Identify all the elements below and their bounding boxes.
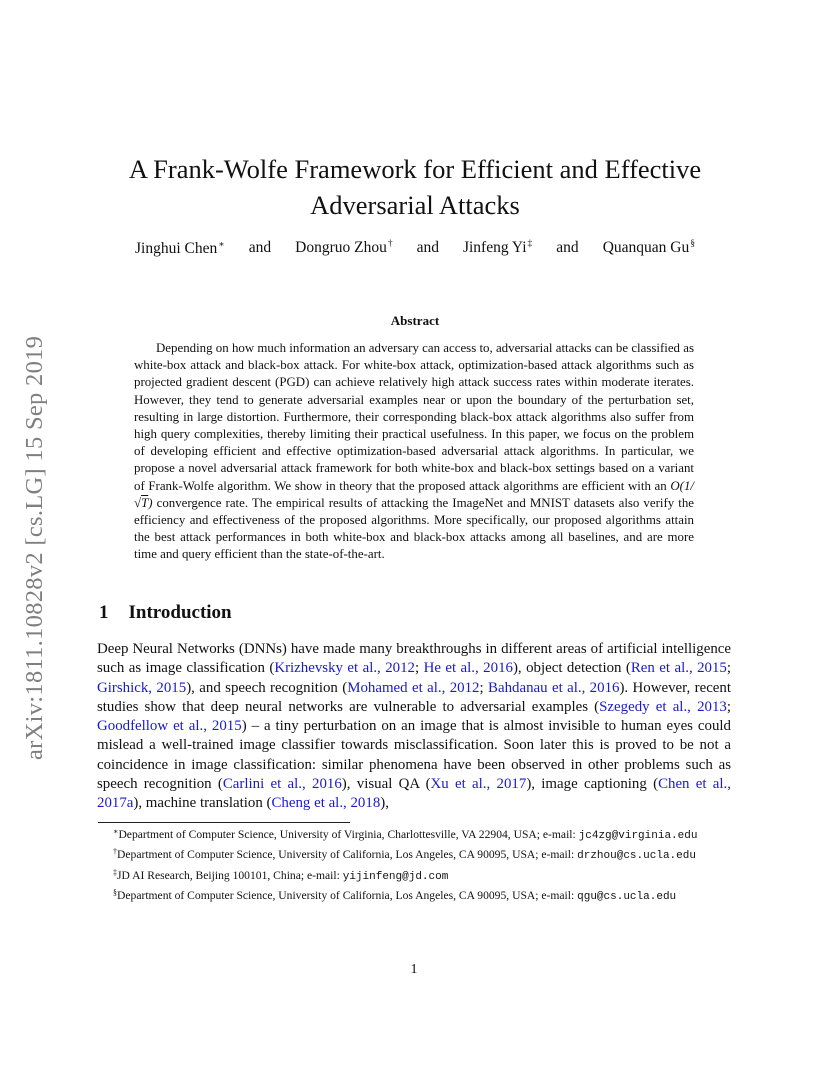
title-line-1: A Frank-Wolfe Framework for Efficient and Effective [128,154,702,184]
citation-link[interactable]: Ren et al., 2015 [630,660,727,677]
author-separator: and [416,239,439,256]
email-link[interactable]: drzhou@cs.ucla.edu [577,850,696,863]
section-title: Introduction [128,602,232,623]
title-line-2: Adversarial Attacks [310,190,520,220]
citation-link[interactable]: Mohamed et al., 2012 [347,679,480,696]
intro-paragraph: Deep Neural Networks (DNNs) have made many breakthroughs in different areas of artificial intelligence such as image classification (Krizhevsky et al., 2012; He et al., 2016), object detection (Ren et al., 2015; Girshick, 2015), and speech recognition (Mohamed et al., 2012; Bahdanau et al., 2016). However, recent studies show that deep neural networks are vulnerable to adversarial examples (Szegedy et al., 2013; Goodfellow et al., 2015) – a tiny perturbation on an image that is almost invisible to human eyes could mislead a well-trained image classifier towards misclassification. Soon later this is proved to be not a coincidence in image classification: similar phenomena have been observed in other problems such as speech recognition (Carlini et al., 2016), visual QA (Xu et al., 2017), image captioning (Chen et al., 2017a), machine translation (Cheng et al., 2018), [97,641,732,812]
footnotes [97,824,731,905]
citation-link[interactable]: Goodfellow et al., 2015 [97,718,242,735]
author: Jinghui Chen∗ [135,240,225,257]
citation-link[interactable]: He et al., 2016 [423,660,513,677]
abstract-body: Depending on how much information an adversary can access to, adversarial attacks can be classified as white-box attack and black-box attack. For white-box attack, optimization-based attack algorithms such as projected gradient descent (PGD) can achieve relatively high attack success rates within moderate iterates. However, they tend to generate adversarial examples near or upon the boundary of the perturbation set, resulting in large distortion. Furthermore, their corresponding black-box attack algorithms also suffer from high query complexities, thereby limiting their practical usefulness. In this paper, we focus on the problem of developing efficient and effective optimization-based adversarial attack algorithms. In particular, we propose a novel adversarial attack framework for both white-box and black-box settings based on a variant of Frank-Wolfe algorithm. We show in theory that the proposed attack algorithms are efficient with an O(1/√T) convergence rate. The empirical results of attacking the ImageNet and MNIST datasets also verify the efficiency and effectiveness of the proposed algorithms. More specifically, our proposed algorithms attain the best attack performances in both white-box and black-box attacks among all baselines, and are more time and query efficient than the state-of-the-art. [134,341,694,562]
footnote: §Department of Computer Science, University of California, Los Angeles, CA 90095, USA; e-mail: qgu@cs.ucla.edu [113,887,677,903]
arxiv-stamp: arXiv:1811.10828v2 [cs.LG] 15 Sep 2019 [21,335,48,760]
footnote: ∗Department of Computer Science, University of Virginia, Charlottesville, VA 22904, USA; e-mail: jc4zg@virginia.edu [113,827,698,842]
email-link[interactable]: qgu@cs.ucla.edu [577,890,677,903]
citation-link[interactable]: Xu et al., 2017 [430,776,527,793]
author-list [100,239,730,258]
email-link[interactable]: yijinfeng@jd.com [342,870,449,883]
math-complexity: O(1/√T) [134,478,694,510]
citation-link[interactable]: Girshick, 2015 [97,679,187,696]
citation-link[interactable]: Chen et al., 2017a [97,776,731,812]
footnote-rule [98,822,350,823]
author: Quanquan Gu§ [602,239,695,256]
author: Jinfeng Yi‡ [462,239,533,256]
section-number: 1 [99,602,109,623]
citation-link[interactable]: Cheng et al., 2018 [271,795,381,812]
author-separator: and [248,239,272,256]
paper-title [100,151,730,223]
footnote: ‡JD AI Research, Beijing 100101, China; e-mail: yijinfeng@jd.com [113,867,449,883]
citation-link[interactable]: Bahdanau et al., 2016 [488,679,620,696]
citation-link[interactable]: Krizhevsky et al., 2012 [274,660,415,677]
citation-link[interactable]: Carlini et al., 2016 [222,776,342,793]
abstract-heading: Abstract [390,313,440,328]
author: Dongruo Zhou† [295,239,393,256]
email-link[interactable]: jc4zg@virginia.edu [578,830,698,842]
author-separator: and [556,239,579,256]
page-number: 1 [410,962,418,977]
citation-link[interactable]: Szegedy et al., 2013 [599,698,727,715]
footnote: †Department of Computer Science, University of California, Los Angeles, CA 90095, USA; e-mail: drzhou@cs.ucla.edu [113,847,696,863]
section-heading [99,602,232,624]
